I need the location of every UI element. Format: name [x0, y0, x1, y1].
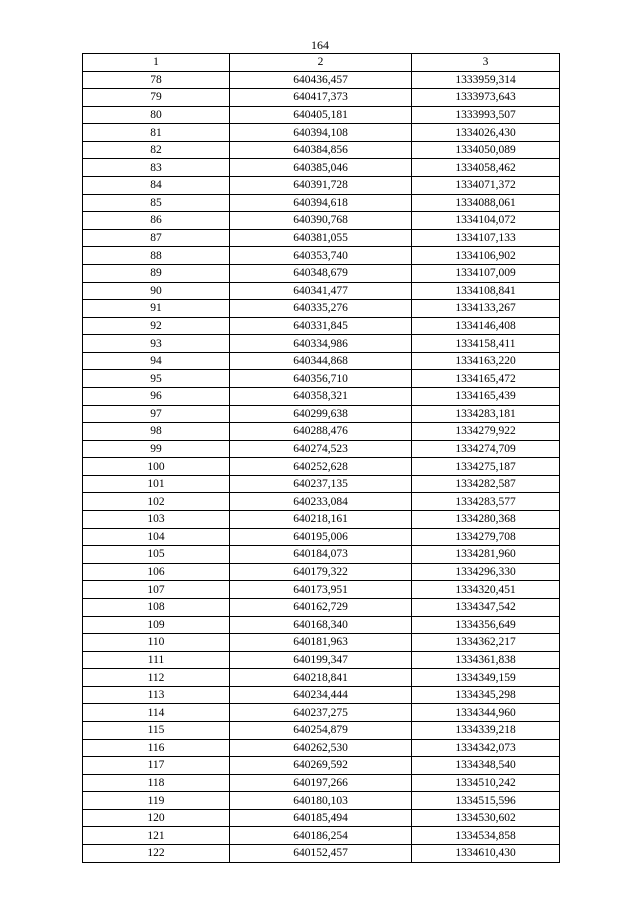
x-coordinate-cell: 640331,845 — [230, 317, 412, 335]
table-row — [83, 845, 560, 863]
y-coordinate-cell: 1334104,072 — [412, 212, 560, 230]
x-coordinate-cell: 640173,951 — [230, 581, 412, 599]
x-coordinate-cell: 640334,986 — [230, 335, 412, 353]
y-coordinate-cell: 1334530,602 — [412, 809, 560, 827]
table-row — [83, 809, 560, 827]
x-coordinate-cell: 640234,444 — [230, 686, 412, 704]
page-number: 164 — [311, 38, 329, 52]
y-coordinate-cell: 1334088,061 — [412, 194, 560, 212]
table-row — [83, 475, 560, 493]
table-row — [83, 827, 560, 845]
x-coordinate-cell: 640356,710 — [230, 370, 412, 388]
x-coordinate-cell: 640288,476 — [230, 423, 412, 441]
y-coordinate-cell: 1334071,372 — [412, 177, 560, 195]
y-coordinate-cell: 1334275,187 — [412, 458, 560, 476]
y-coordinate-cell: 1334345,298 — [412, 686, 560, 704]
point-number-cell: 97 — [83, 405, 230, 423]
x-coordinate-cell: 640348,679 — [230, 264, 412, 282]
y-coordinate-cell: 1334146,408 — [412, 317, 560, 335]
x-coordinate-cell: 640353,740 — [230, 247, 412, 265]
y-coordinate-cell: 1333959,314 — [412, 71, 560, 89]
table-row — [83, 458, 560, 476]
table-row — [83, 159, 560, 177]
x-coordinate-cell: 640436,457 — [230, 71, 412, 89]
x-coordinate-cell: 640199,347 — [230, 651, 412, 669]
x-coordinate-cell: 640181,963 — [230, 634, 412, 652]
x-coordinate-cell: 640218,841 — [230, 669, 412, 687]
point-number-cell: 95 — [83, 370, 230, 388]
point-number-cell: 111 — [83, 651, 230, 669]
y-coordinate-cell: 1334348,540 — [412, 757, 560, 775]
table-row — [83, 264, 560, 282]
point-number-cell: 118 — [83, 774, 230, 792]
table-row — [83, 106, 560, 124]
x-coordinate-cell: 640185,494 — [230, 809, 412, 827]
x-coordinate-cell: 640394,618 — [230, 194, 412, 212]
point-number-cell: 117 — [83, 757, 230, 775]
point-number-cell: 121 — [83, 827, 230, 845]
point-number-cell: 92 — [83, 317, 230, 335]
point-number-cell: 112 — [83, 669, 230, 687]
y-coordinate-cell: 1334165,472 — [412, 370, 560, 388]
point-number-cell: 119 — [83, 792, 230, 810]
x-coordinate-cell: 640384,856 — [230, 141, 412, 159]
point-number-cell: 110 — [83, 634, 230, 652]
point-number-cell: 122 — [83, 845, 230, 863]
x-coordinate-cell: 640417,373 — [230, 89, 412, 107]
point-number-cell: 108 — [83, 598, 230, 616]
table-row — [83, 598, 560, 616]
point-number-cell: 79 — [83, 89, 230, 107]
coordinates-table — [82, 53, 560, 863]
table-row — [83, 352, 560, 370]
y-coordinate-cell: 1334283,181 — [412, 405, 560, 423]
x-coordinate-cell: 640195,006 — [230, 528, 412, 546]
table-row — [83, 282, 560, 300]
point-number-cell: 120 — [83, 809, 230, 827]
point-number-cell: 98 — [83, 423, 230, 441]
table-row — [83, 616, 560, 634]
table-row — [83, 247, 560, 265]
table-row — [83, 124, 560, 142]
y-coordinate-cell: 1334107,009 — [412, 264, 560, 282]
point-number-cell: 80 — [83, 106, 230, 124]
y-coordinate-cell: 1333973,643 — [412, 89, 560, 107]
x-coordinate-cell: 640252,628 — [230, 458, 412, 476]
y-coordinate-cell: 1334610,430 — [412, 845, 560, 863]
x-coordinate-cell: 640341,477 — [230, 282, 412, 300]
y-coordinate-cell: 1334342,073 — [412, 739, 560, 757]
point-number-cell: 114 — [83, 704, 230, 722]
point-number-cell: 101 — [83, 475, 230, 493]
point-number-cell: 103 — [83, 511, 230, 529]
y-coordinate-cell: 1333993,507 — [412, 106, 560, 124]
x-coordinate-cell: 640254,879 — [230, 721, 412, 739]
x-coordinate-cell: 640335,276 — [230, 300, 412, 318]
y-coordinate-cell: 1334274,709 — [412, 440, 560, 458]
table-row — [83, 493, 560, 511]
y-coordinate-cell: 1334515,596 — [412, 792, 560, 810]
point-number-cell: 107 — [83, 581, 230, 599]
table-row — [83, 335, 560, 353]
table-row — [83, 528, 560, 546]
table-row — [83, 546, 560, 564]
table-row — [83, 317, 560, 335]
table-row — [83, 405, 560, 423]
table-row — [83, 423, 560, 441]
table-row — [83, 177, 560, 195]
x-coordinate-cell: 640385,046 — [230, 159, 412, 177]
y-coordinate-cell: 1334279,708 — [412, 528, 560, 546]
point-number-cell: 106 — [83, 563, 230, 581]
y-coordinate-cell: 1334107,133 — [412, 229, 560, 247]
x-coordinate-cell: 640390,768 — [230, 212, 412, 230]
y-coordinate-cell: 1334347,542 — [412, 598, 560, 616]
point-number-cell: 88 — [83, 247, 230, 265]
x-coordinate-cell: 640394,108 — [230, 124, 412, 142]
point-number-cell: 116 — [83, 739, 230, 757]
y-coordinate-cell: 1334163,220 — [412, 352, 560, 370]
table-header-row — [83, 54, 560, 72]
table-row — [83, 71, 560, 89]
point-number-cell: 104 — [83, 528, 230, 546]
y-coordinate-cell: 1334320,451 — [412, 581, 560, 599]
y-coordinate-cell: 1334349,159 — [412, 669, 560, 687]
y-coordinate-cell: 1334050,089 — [412, 141, 560, 159]
y-coordinate-cell: 1334339,218 — [412, 721, 560, 739]
x-coordinate-cell: 640299,638 — [230, 405, 412, 423]
point-number-cell: 102 — [83, 493, 230, 511]
x-coordinate-cell: 640237,135 — [230, 475, 412, 493]
point-number-cell: 100 — [83, 458, 230, 476]
table-row — [83, 141, 560, 159]
point-number-cell: 109 — [83, 616, 230, 634]
table-row — [83, 387, 560, 405]
x-coordinate-cell: 640179,322 — [230, 563, 412, 581]
y-coordinate-cell: 1334279,922 — [412, 423, 560, 441]
point-number-cell: 90 — [83, 282, 230, 300]
table-row — [83, 300, 560, 318]
y-coordinate-cell: 1334106,902 — [412, 247, 560, 265]
y-coordinate-cell: 1334281,960 — [412, 546, 560, 564]
table-row — [83, 511, 560, 529]
table-row — [83, 212, 560, 230]
column-header-1: 1 — [83, 54, 230, 72]
table-row — [83, 774, 560, 792]
y-coordinate-cell: 1334510,242 — [412, 774, 560, 792]
y-coordinate-cell: 1334344,960 — [412, 704, 560, 722]
point-number-cell: 93 — [83, 335, 230, 353]
point-number-cell: 87 — [83, 229, 230, 247]
x-coordinate-cell: 640358,321 — [230, 387, 412, 405]
x-coordinate-cell: 640152,457 — [230, 845, 412, 863]
table-row — [83, 440, 560, 458]
x-coordinate-cell: 640186,254 — [230, 827, 412, 845]
table-row — [83, 757, 560, 775]
x-coordinate-cell: 640218,161 — [230, 511, 412, 529]
y-coordinate-cell: 1334534,858 — [412, 827, 560, 845]
point-number-cell: 81 — [83, 124, 230, 142]
table-row — [83, 563, 560, 581]
x-coordinate-cell: 640180,103 — [230, 792, 412, 810]
column-header-2: 2 — [230, 54, 412, 72]
table-row — [83, 581, 560, 599]
table-row — [83, 651, 560, 669]
x-coordinate-cell: 640381,055 — [230, 229, 412, 247]
point-number-cell: 83 — [83, 159, 230, 177]
point-number-cell: 94 — [83, 352, 230, 370]
x-coordinate-cell: 640391,728 — [230, 177, 412, 195]
x-coordinate-cell: 640405,181 — [230, 106, 412, 124]
y-coordinate-cell: 1334362,217 — [412, 634, 560, 652]
point-number-cell: 78 — [83, 71, 230, 89]
y-coordinate-cell: 1334361,838 — [412, 651, 560, 669]
y-coordinate-cell: 1334296,330 — [412, 563, 560, 581]
x-coordinate-cell: 640237,275 — [230, 704, 412, 722]
table-row — [83, 721, 560, 739]
point-number-cell: 89 — [83, 264, 230, 282]
y-coordinate-cell: 1334026,430 — [412, 124, 560, 142]
point-number-cell: 105 — [83, 546, 230, 564]
table-row — [83, 669, 560, 687]
table-row — [83, 634, 560, 652]
table-row — [83, 792, 560, 810]
x-coordinate-cell: 640269,592 — [230, 757, 412, 775]
y-coordinate-cell: 1334165,439 — [412, 387, 560, 405]
y-coordinate-cell: 1334282,587 — [412, 475, 560, 493]
point-number-cell: 113 — [83, 686, 230, 704]
table-row — [83, 89, 560, 107]
x-coordinate-cell: 640168,340 — [230, 616, 412, 634]
point-number-cell: 82 — [83, 141, 230, 159]
point-number-cell: 115 — [83, 721, 230, 739]
x-coordinate-cell: 640274,523 — [230, 440, 412, 458]
point-number-cell: 99 — [83, 440, 230, 458]
x-coordinate-cell: 640344,868 — [230, 352, 412, 370]
table-row — [83, 229, 560, 247]
table-row — [83, 686, 560, 704]
table-row — [83, 370, 560, 388]
point-number-cell: 86 — [83, 212, 230, 230]
point-number-cell: 96 — [83, 387, 230, 405]
y-coordinate-cell: 1334133,267 — [412, 300, 560, 318]
y-coordinate-cell: 1334280,368 — [412, 511, 560, 529]
table-row — [83, 739, 560, 757]
x-coordinate-cell: 640233,084 — [230, 493, 412, 511]
y-coordinate-cell: 1334108,841 — [412, 282, 560, 300]
point-number-cell: 84 — [83, 177, 230, 195]
y-coordinate-cell: 1334283,577 — [412, 493, 560, 511]
x-coordinate-cell: 640197,266 — [230, 774, 412, 792]
table-row — [83, 704, 560, 722]
point-number-cell: 91 — [83, 300, 230, 318]
y-coordinate-cell: 1334356,649 — [412, 616, 560, 634]
x-coordinate-cell: 640184,073 — [230, 546, 412, 564]
x-coordinate-cell: 640162,729 — [230, 598, 412, 616]
column-header-3: 3 — [412, 54, 560, 72]
table-row — [83, 194, 560, 212]
x-coordinate-cell: 640262,530 — [230, 739, 412, 757]
y-coordinate-cell: 1334058,462 — [412, 159, 560, 177]
point-number-cell: 85 — [83, 194, 230, 212]
y-coordinate-cell: 1334158,411 — [412, 335, 560, 353]
